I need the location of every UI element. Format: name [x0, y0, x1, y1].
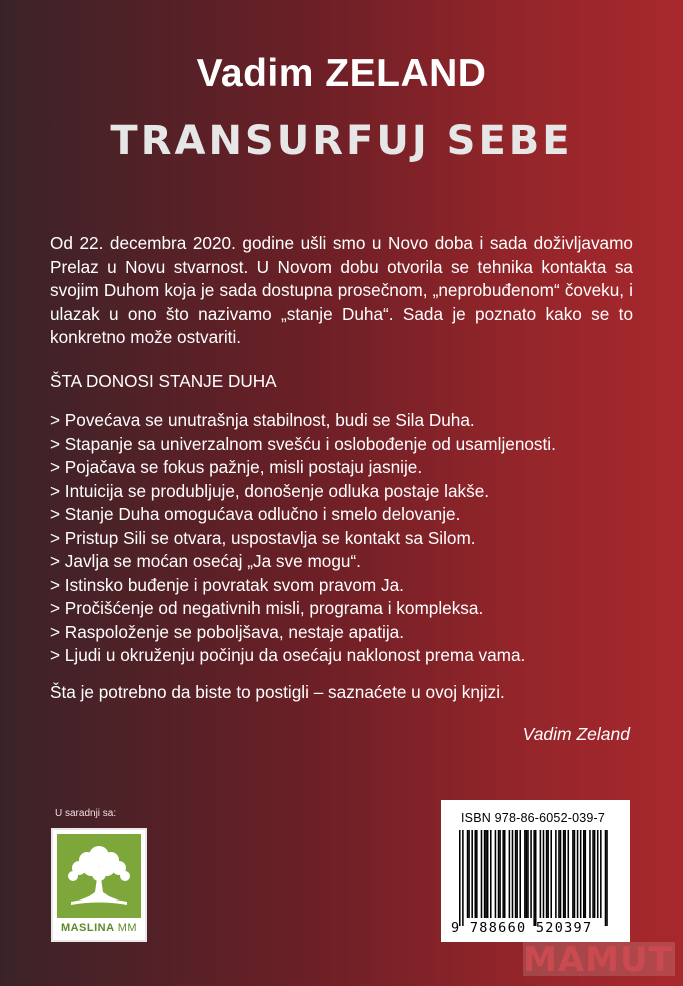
- list-item: > Pojačava se fokus pažnje, misli postaju jasnije.: [50, 457, 423, 477]
- list-item: > Intuicija se produbljuje, donošenje odluka postaje lakše.: [50, 480, 490, 501]
- list-item: > Pročišćenje od negativnih misli, programa i kompleksa.: [50, 598, 484, 618]
- isbn-label: ISBN 978-86-6052-039-7: [461, 811, 606, 825]
- list-item: > Raspoloženje se poboljšava, nestaje apatija.: [50, 621, 405, 642]
- intro-paragraph: Od 22. decembra 2020. godine ušli smo u Novo doba i sada doživljavamo Prelaz u Novu stvarnost. U Novom dobu otvorila se tehnika kontakta sa svojim Duhom koja je sada dostupna prosečnom, „neprobuđenom“ čoveku, i ulazak u ono što nazivamo „stanje Duha“. Sada je poznato kako se to konkretno može ostvariti.: [50, 233, 633, 347]
- list-item: > Pristup Sili se otvara, uspostavlja se kontakt sa Silom.: [50, 527, 476, 548]
- signature: Vadim Zeland: [522, 724, 630, 744]
- olive-tree-icon: [57, 834, 141, 918]
- partner-label: U saradnji sa:: [55, 808, 117, 819]
- list-item: > Ljudi u okruženju počinju da osećaju naklonost prema vama.: [50, 645, 526, 665]
- watermark: [523, 940, 675, 980]
- list-item: > Javlja se moćan osećaj „Ja sve mogu“.: [50, 551, 361, 571]
- list-item: > Povećava se unutrašnja stabilnost, budi se Sila Duha.: [50, 410, 475, 430]
- publisher-logo: [51, 828, 147, 942]
- closing-line: Šta je potrebno da biste to postigli – saznaćete u ovoj knjizi.: [50, 682, 505, 702]
- benefits-list: [50, 409, 633, 668]
- author-name: Vadim ZELAND: [196, 52, 487, 95]
- list-item: > Stapanje sa univerzalnom svešću i oslobođenje od usamljenosti.: [50, 433, 556, 454]
- logo-suffix: MM: [117, 922, 138, 934]
- book-title: TRANSURFUJ SEBE: [110, 118, 573, 164]
- watermark-text: MAMUT: [523, 940, 673, 980]
- list-item: > Stanje Duha omogućava odlučno i smelo delovanje.: [50, 504, 461, 524]
- barcode-panel: [441, 800, 630, 942]
- logo-wordmark: MASLINA: [60, 922, 115, 934]
- section-heading: ŠTA DONOSI STANJE DUHA: [50, 371, 277, 391]
- list-item: > Istinsko buđenje i povratak svom pravom Ja.: [50, 574, 404, 595]
- barcode-digits: 9 788660 520397: [451, 920, 593, 936]
